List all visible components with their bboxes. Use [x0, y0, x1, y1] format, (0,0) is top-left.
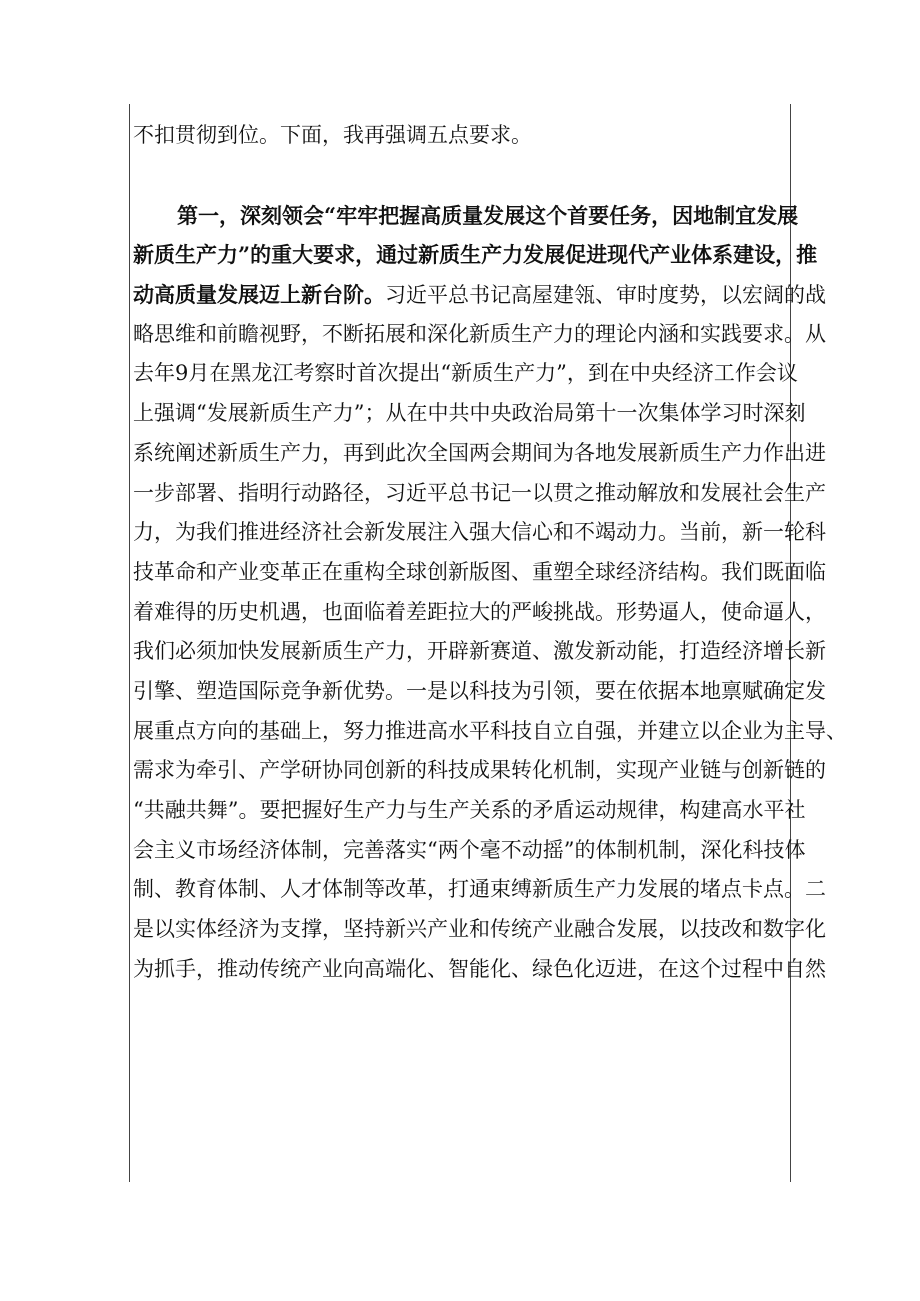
blank-line	[133, 156, 795, 196]
section-heading-line: 新质生产力”的重大要求，通过新质生产力发展促进现代产业体系建设，推	[133, 242, 818, 268]
text-line: 会主义市场经济体制，完善落实“两个毫不动摇”的体制机制，深化科技体	[133, 837, 806, 862]
text-line: 我们必须加快发展新质生产力，开辟新赛道、激发新动能，打造经济增长新	[133, 639, 826, 664]
document-body	[133, 116, 847, 989]
text-line: 不扣贯彻到位。下面，我再强调五点要求。	[133, 123, 532, 147]
text-line: 技革命和产业变革正在重构全球创新版图、重塑全球经济结构。我们既面临	[133, 559, 826, 584]
section-heading-line: 第一，深刻领会“牢牢把握高质量发展这个首要任务，因地制宜发展	[177, 202, 799, 228]
text-line: 展重点方向的基础上，努力推进高水平科技自立自强，并建立以企业为主导、	[133, 718, 847, 743]
text-line: 系统阐述新质生产力，再到此次全国两会期间为各地发展新质生产力作出进	[133, 440, 826, 465]
text-line: 引擎、塑造国际竞争新优势。一是以科技为引领，要在依据本地禀赋确定发	[133, 678, 826, 703]
text-line: 制、教育体制、人才体制等改革，打通束缚新质生产力发展的堵点卡点。二	[133, 877, 826, 902]
table-border-left	[129, 104, 130, 1182]
text-line: 着难得的历史机遇，也面临着差距拉大的严峻挑战。形势逼人，使命逼人，	[133, 599, 826, 624]
text-line: 去年9月在黑龙江考察时首次提出“新质生产力”，到在中央经济工作会议	[133, 361, 798, 386]
text-line: 上强调“发展新质生产力”；从在中共中央政治局第十一次集体学习时深刻	[133, 401, 806, 426]
text-line: 力，为我们推进经济社会新发展注入强大信心和不竭动力。当前，新一轮科	[133, 520, 826, 545]
text-line: 为抓手，推动传统产业向高端化、智能化、绿色化迈进，在这个过程中自然	[133, 956, 826, 981]
text-line: “共融共舞”。要把握好生产力与生产关系的矛盾运动规律，构建高水平社	[133, 798, 806, 822]
text-line: 需求为牵引、产学研协同创新的科技成果转化机制，实现产业链与创新链的	[133, 758, 826, 783]
text-line: 略思维和前瞻视野，不断拓展和深化新质生产力的理论内涵和实践要求。从	[133, 321, 826, 346]
text-line: 动高质量发展迈上新台阶。习近平总书记高屋建瓴、审时度势，以宏阔的战	[133, 282, 826, 308]
text-line: 一步部署、指明行动路径，习近平总书记一以贯之推动解放和发展社会生产	[133, 480, 826, 505]
text-line: 是以实体经济为支撑，坚持新兴产业和传统产业融合发展，以技改和数字化	[133, 917, 826, 942]
